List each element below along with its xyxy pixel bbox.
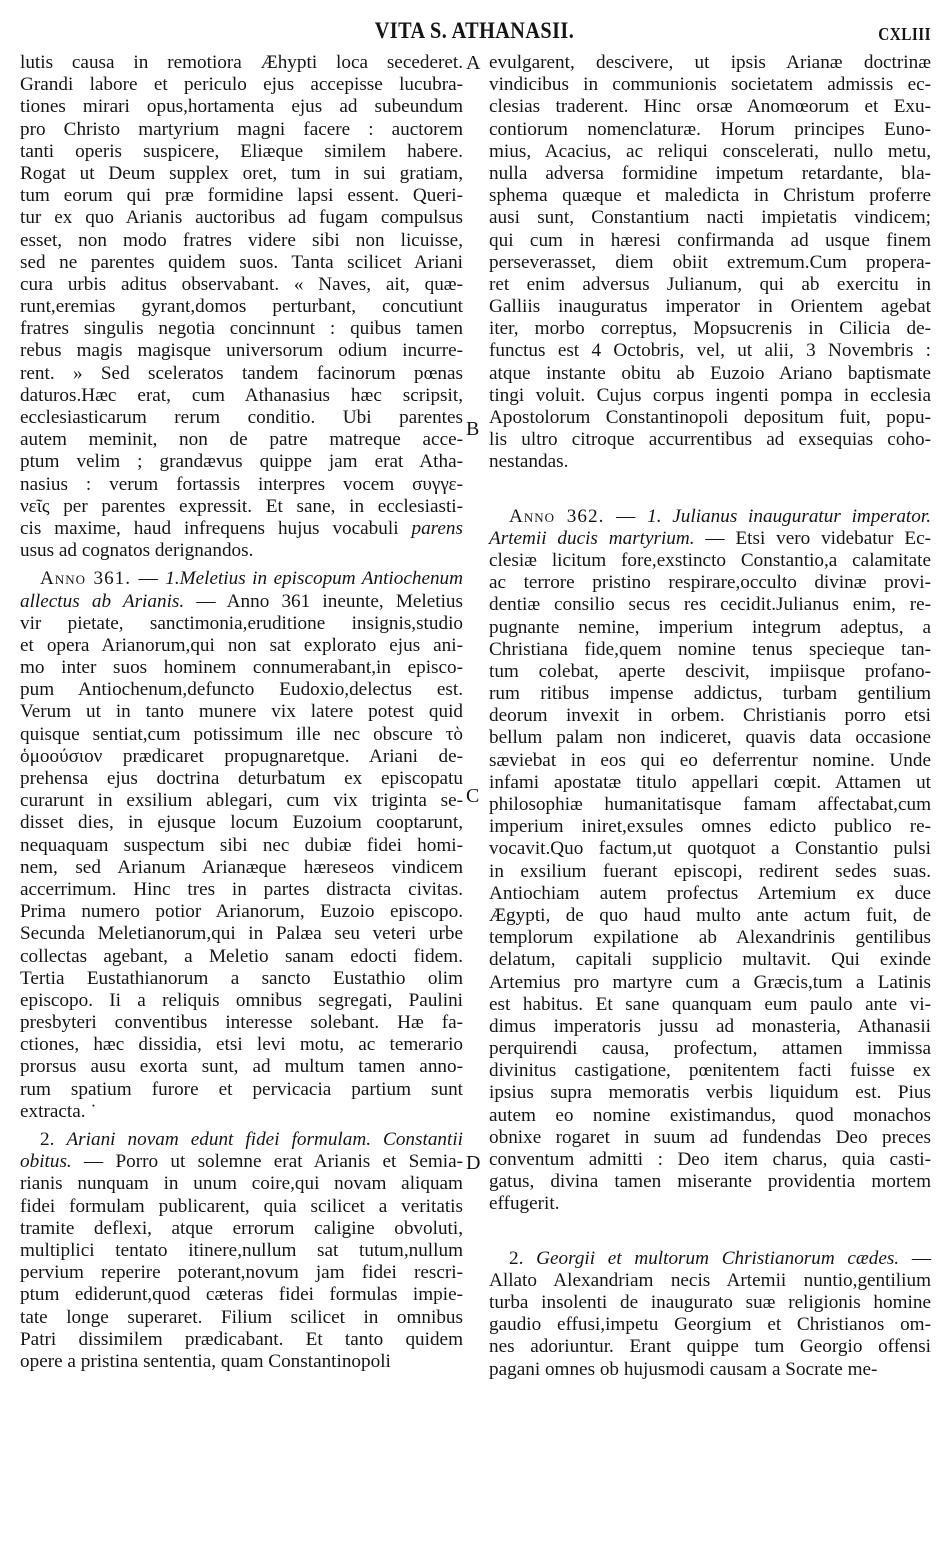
text-line: usus ad cognatos derignandos.: [20, 540, 254, 562]
text-line: sphema quæque et maledicta in Christum proferre: [489, 185, 931, 207]
text-line: fratres singulis negotia concinnunt : quibus tamen: [20, 318, 463, 340]
text-line: Antiochiam autem profectus Artemium ex duce: [489, 882, 931, 904]
text-line: esset, non modo fratres videre sibi non licuisse,: [20, 229, 463, 251]
text-line: nem, sed Arianum Arianæque hæreseos vindicem: [20, 856, 463, 878]
text-line: Tertia Eustathianorum a sancto Eustathio olim: [20, 967, 463, 989]
text-line: rebus magis magisque universorum odium incurre-: [20, 340, 463, 362]
anno-362-heading: [489, 506, 931, 528]
text-line: vocavit.Quo factum,ut quotquot a Constantio pulsi: [489, 838, 931, 860]
section-number: 2.: [509, 1247, 524, 1269]
text-line: obnixe rogaret in suum ad fundendas Deo preces: [489, 1126, 931, 1148]
text-fragment: — Anno 361 ineunte, Meletius: [196, 590, 463, 612]
text-line: cura urbis aditus observabant. « Naves, ait, quæ-: [20, 273, 463, 295]
folio-number: CXLIII: [878, 24, 931, 44]
text-line: clesias traderent. Hinc orsæ Anomœorum et Exu-: [489, 96, 931, 118]
text-line: tanti operis suspicere, Eliæque similem habere.: [20, 140, 463, 162]
anno-361-body: [20, 613, 463, 1123]
right-sec2-body: [489, 1270, 931, 1381]
text-line: deorum invexit in orbem. Christianis porro etsi: [489, 705, 931, 727]
text-line: presbyteri conventibus interesse solebant. Hæ fa-: [20, 1012, 463, 1034]
margin-letter-b: B: [466, 418, 480, 440]
text-line: ctiones, hæc dissidia, etsi levi motu, ac temerario: [20, 1034, 463, 1056]
sec2-heading-line2: [20, 1151, 463, 1173]
text-line: Verum ut in tanto munere vix latere potest quid: [20, 701, 463, 723]
section-title-cont: Artemii ducis martyrium.: [489, 527, 695, 549]
text-line: vir pietate, sanctimonia,eruditione insignis,studio: [20, 612, 463, 634]
text-line: nequaquam suspectum sibi nec dubiæ fidei homi-: [20, 834, 463, 856]
text-line: lis ultro citroque accurrentibus ad exsequias coho-: [489, 429, 931, 451]
text-line: gaudio effusi,impetu Georgium et Christianos om-: [489, 1314, 931, 1336]
text-line: disset dies, in ejusque locum Euzoium cooptarunt,: [20, 812, 463, 834]
text-line: Grandi labore et periculo ejus accepisse lucubra-: [20, 74, 463, 96]
text-line: nes adoriuntur. Erant quippe tum Georgio offensi: [489, 1336, 931, 1358]
text-line: est habitus. Et sane quanquam eum paulo ante vi-: [489, 993, 931, 1015]
right-sec2-heading: [489, 1248, 931, 1270]
text-line: multiplici tentato itinere,nullum sat tutum,nullum: [20, 1239, 463, 1261]
sec2-heading: [20, 1129, 463, 1151]
text-line: Galliis inauguratus imperator in Orientem agebat: [489, 296, 931, 318]
section-title: Ariani novam edunt fidei formulam. Constantii: [66, 1129, 464, 1150]
anno-361-heading-line2: [20, 591, 463, 613]
text-line: runt,eremias gyrant,domos perturbant, concutiunt: [20, 296, 463, 318]
text-line: ausi sunt, Constantium nacti impietatis vindicem;: [489, 207, 931, 229]
text-line: rianis nunquam in unum coire,qui novam aliquam: [20, 1173, 463, 1195]
text-line: mo inter suos hominem connumerabant,in episco-: [20, 657, 463, 679]
section-title: 1.Meletius in episcopum Antiochenum: [165, 568, 464, 590]
anno-361-heading: [20, 568, 463, 590]
text-line: collectas agebant, a Meletio sanam edocti fidem.: [20, 945, 463, 967]
running-title: VITA S. ATHANASII.: [374, 18, 575, 43]
text-line: Secunda Meletianorum,qui in Palæa seu veteri urbe: [20, 923, 463, 945]
text-line: nestandas.: [489, 451, 569, 473]
text-line: curarunt in exsilium ablegari, cum vix triginta se-: [20, 790, 463, 812]
text-line: functus est 4 Octobris, vel, ut alii, 3 Novembris :: [489, 340, 931, 362]
text-line: pagani omnes ob hujusmodi causam a Socrate me-: [489, 1358, 878, 1380]
year-label: Anno 361. —: [40, 568, 159, 590]
text-line: ret enim adversus Julianum, qui ab exercitu in: [489, 273, 931, 295]
text-line: dentiæ consilio secus res cecidit.Julianus enim, re-: [489, 594, 931, 616]
text-line: atque instante obitu ab Euzoio Ariano baptismate: [489, 362, 931, 384]
text-line: rent. » Sed sceleratos tandem facinorum pœnas: [20, 362, 463, 384]
text-line: evulgarent, descivere, ut ipsis Arianæ doctrinæ: [489, 52, 931, 73]
section-title: Georgii et multorum Christianorum cædes.: [536, 1247, 900, 1269]
text-line: gatus, divina tamen miserante providentia mortem: [489, 1171, 931, 1193]
section-number: 2.: [40, 1129, 55, 1150]
left-column: [20, 52, 463, 1373]
text-line: Allato Alexandriam necis Artemii nuntio,gentilium: [489, 1269, 931, 1291]
text-line: ὁμοούσιον prædicaret propugnaretque. Ariani de-: [20, 745, 463, 767]
section-title: 1. Julianus inauguratur imperator.: [647, 505, 931, 527]
text-line: tum colebat, aperte descivit, impiisque profano-: [489, 660, 931, 682]
text-fragment: — Etsi vero videbatur Ec-: [705, 527, 931, 549]
year-label: Anno 362. —: [509, 505, 637, 527]
text-line: mius, Acacius, ac reliqui conscelerati, nullo metu,: [489, 140, 931, 162]
italic-word: parens: [411, 517, 463, 539]
text-line: opere a pristina sententia, quam Constantinopoli: [20, 1350, 391, 1372]
section-title-cont: allectus ab Arianis.: [20, 590, 185, 612]
text-line: pro Christo martyrium magni facere : auctorem: [20, 118, 463, 140]
text-line: tate longe superaret. Filium scilicet in omnibus: [20, 1306, 463, 1328]
text-line: cis maxime, haud infrequens hujus vocabuli parens: [20, 517, 463, 539]
text-line: in exsilium fuerant episcopi, redirent sedes suas.: [489, 860, 931, 882]
text-line: iter, morbo correptus, Mopsucrenis in Cilicia de-: [489, 318, 931, 340]
text-line: nulla adversa formidine impetum retardante, bla-: [489, 162, 931, 184]
text-line: bellum palam non indiceret, quavis data occasione: [489, 727, 931, 749]
text-line: rum ritibus impense addictus, turbam gentilium: [489, 683, 931, 705]
text-line: rum spatium furore et pervicacia partium sunt: [20, 1078, 463, 1100]
text-fragment: — Porro ut solemne erat Arianis et Semia-: [84, 1151, 463, 1173]
text-line: ac terrore pristino respirare,occulto divinæ provi-: [489, 572, 931, 594]
text-line: pugnante nemine, imperium integrum adeptus, a: [489, 616, 931, 638]
text-line: Artemius pro martyre cum a Græcis,tum a Latinis: [489, 971, 931, 993]
text-line: perseverasset, diem obiit extremum.Cum propera-: [489, 251, 931, 273]
page-header: [0, 14, 949, 50]
text-line: quisque sentiat,cum potissimum ille nec obscure τὸ: [20, 723, 463, 745]
text-line: accerrimum. Hinc tres in partes distracta civitas.: [20, 878, 463, 900]
text-line: turba insolenti de inaugurato suæ religionis homine: [489, 1291, 931, 1313]
left-paragraph-1: [20, 52, 463, 562]
text-line: effugerit.: [489, 1193, 560, 1215]
text-line: pum Antiochenum,defuncto Eudoxio,delectus est.: [20, 679, 463, 701]
text-line: autem eo nomine existimandus, quod monachos: [489, 1104, 931, 1126]
text-line: ptum ediderunt,quod cæteras fidei formulas impie-: [20, 1284, 463, 1306]
text-line: conventum admitti : Deo item charus, quia casti-: [489, 1149, 931, 1170]
text-line: tingi voluit. Cujus corpus ingenti pompa in ecclesia: [489, 384, 931, 406]
text-line: fidei formulam publicarent, quia scilicet a veritatis: [20, 1195, 463, 1217]
text-line: philosophiæ humanitatisque famam affectabat,cum: [489, 794, 931, 815]
text-line: sed ne parentes quidem suos. Tanta scilicet Ariani: [20, 251, 463, 273]
text-line: perquirendi causa, profectum, attamen immissa: [489, 1038, 931, 1060]
text-line: divinitus castigatione, pœnitentem facti fuisse ex: [489, 1060, 931, 1082]
text-line: lutis causa in remotiora Æhypti loca secederet.: [20, 52, 463, 73]
text-line: prehensa ejus doctrina deturbatum ex episcopatu: [20, 768, 463, 789]
text-line: nasius : verum fortassis interpres vocem συγγε-: [20, 473, 463, 495]
text-line: ecclesiasticarum rerum conditio. Ubi parentes: [20, 407, 463, 428]
text-line: Christiana fide,quem nomine tenus specieque tan-: [489, 638, 931, 660]
text-line: et opera Arianorum,qui non sat explorato ejus ani-: [20, 634, 463, 656]
text-fragment: —: [911, 1247, 932, 1269]
margin-letter-d: D: [466, 1152, 481, 1174]
anno-362-heading-line2: [489, 528, 931, 550]
text-line: tiones mirari opus,hortamenta ejus ad subeundum: [20, 96, 463, 118]
text-line: templorum expilatione ab Alexandrinis gentilibus: [489, 927, 931, 949]
text-line: ptum velim ; grandævus quippe jam erat Atha-: [20, 451, 463, 473]
text-line: prorsus ausu exorta sunt, ad multum tamen anno-: [20, 1056, 463, 1078]
anno-362-body: [489, 550, 931, 1216]
sec2-body: [20, 1173, 463, 1373]
right-paragraph-1: [489, 52, 931, 474]
text-line: tur ex quo Arianis auctoribus ad fugam compulsus: [20, 207, 463, 229]
text-line: tum eorum qui præ formidine lapsi essent. Queri-: [20, 185, 463, 207]
text-line: daturos.Hæc erat, cum Athanasius hæc scripsit,: [20, 384, 463, 406]
text-line: Rogat ut Deum supplex oret, tum in sui gratiam,: [20, 162, 463, 184]
text-line: imperium iniret,exsules omnes edicto publico re-: [489, 816, 931, 838]
text-line: vindicibus in communionis societatem admissis ec-: [489, 74, 931, 96]
text-line: delatum, capitali supplicio multavit. Qui exinde: [489, 949, 931, 971]
text-line: qui cum in hæresi confirmanda ad usque finem: [489, 229, 931, 251]
text-line: Ægypti, de quo haud multo ante actum fuit, de: [489, 904, 931, 926]
text-line: clesiæ licitum fore,exstincto Constantio,a calamitate: [489, 549, 931, 571]
text-line: dimus imperatoris jussu ad monasteria, Athanasii: [489, 1015, 931, 1037]
text-line: pervium reperire poterant,novum jam fidei rescri-: [20, 1262, 463, 1284]
text-line: Patri dissimilem prædicabant. Et tanto quidem: [20, 1328, 463, 1350]
text-line: extracta. ˙: [20, 1100, 97, 1122]
margin-letter-c: C: [466, 785, 480, 807]
text-line: infami apostatæ titulo appellari cœpit. Attamen ut: [489, 771, 931, 793]
text-line: Prima numero potior Arianorum, Euzoio episcopo.: [20, 901, 463, 923]
text-line: episcopo. Ii a reliquis omnibus segregati, Paulini: [20, 989, 463, 1011]
text-line: contiorum nomenclaturæ. Horum principes Euno-: [489, 118, 931, 140]
text-line: tramite deflexi, atque errorum caligine obvoluti,: [20, 1217, 463, 1239]
section-title-cont: obitus.: [20, 1151, 72, 1173]
text-line: Apostolorum Constantinopoli depositum fuit, popu-: [489, 407, 931, 428]
text-line: ipsius supra memoratis verbis liquidum est. Pius: [489, 1082, 931, 1104]
text-line: νεῖς per parentes expressit. Et sane, in ecclesiasti-: [20, 495, 463, 517]
right-column: [489, 52, 931, 1381]
text-line: autem meminit, non de patre matreque acce-: [20, 429, 463, 451]
text-line: sæviebat in eos qui eo deferrentur nomine. Unde: [489, 749, 931, 771]
margin-letter-a: A: [466, 52, 481, 74]
